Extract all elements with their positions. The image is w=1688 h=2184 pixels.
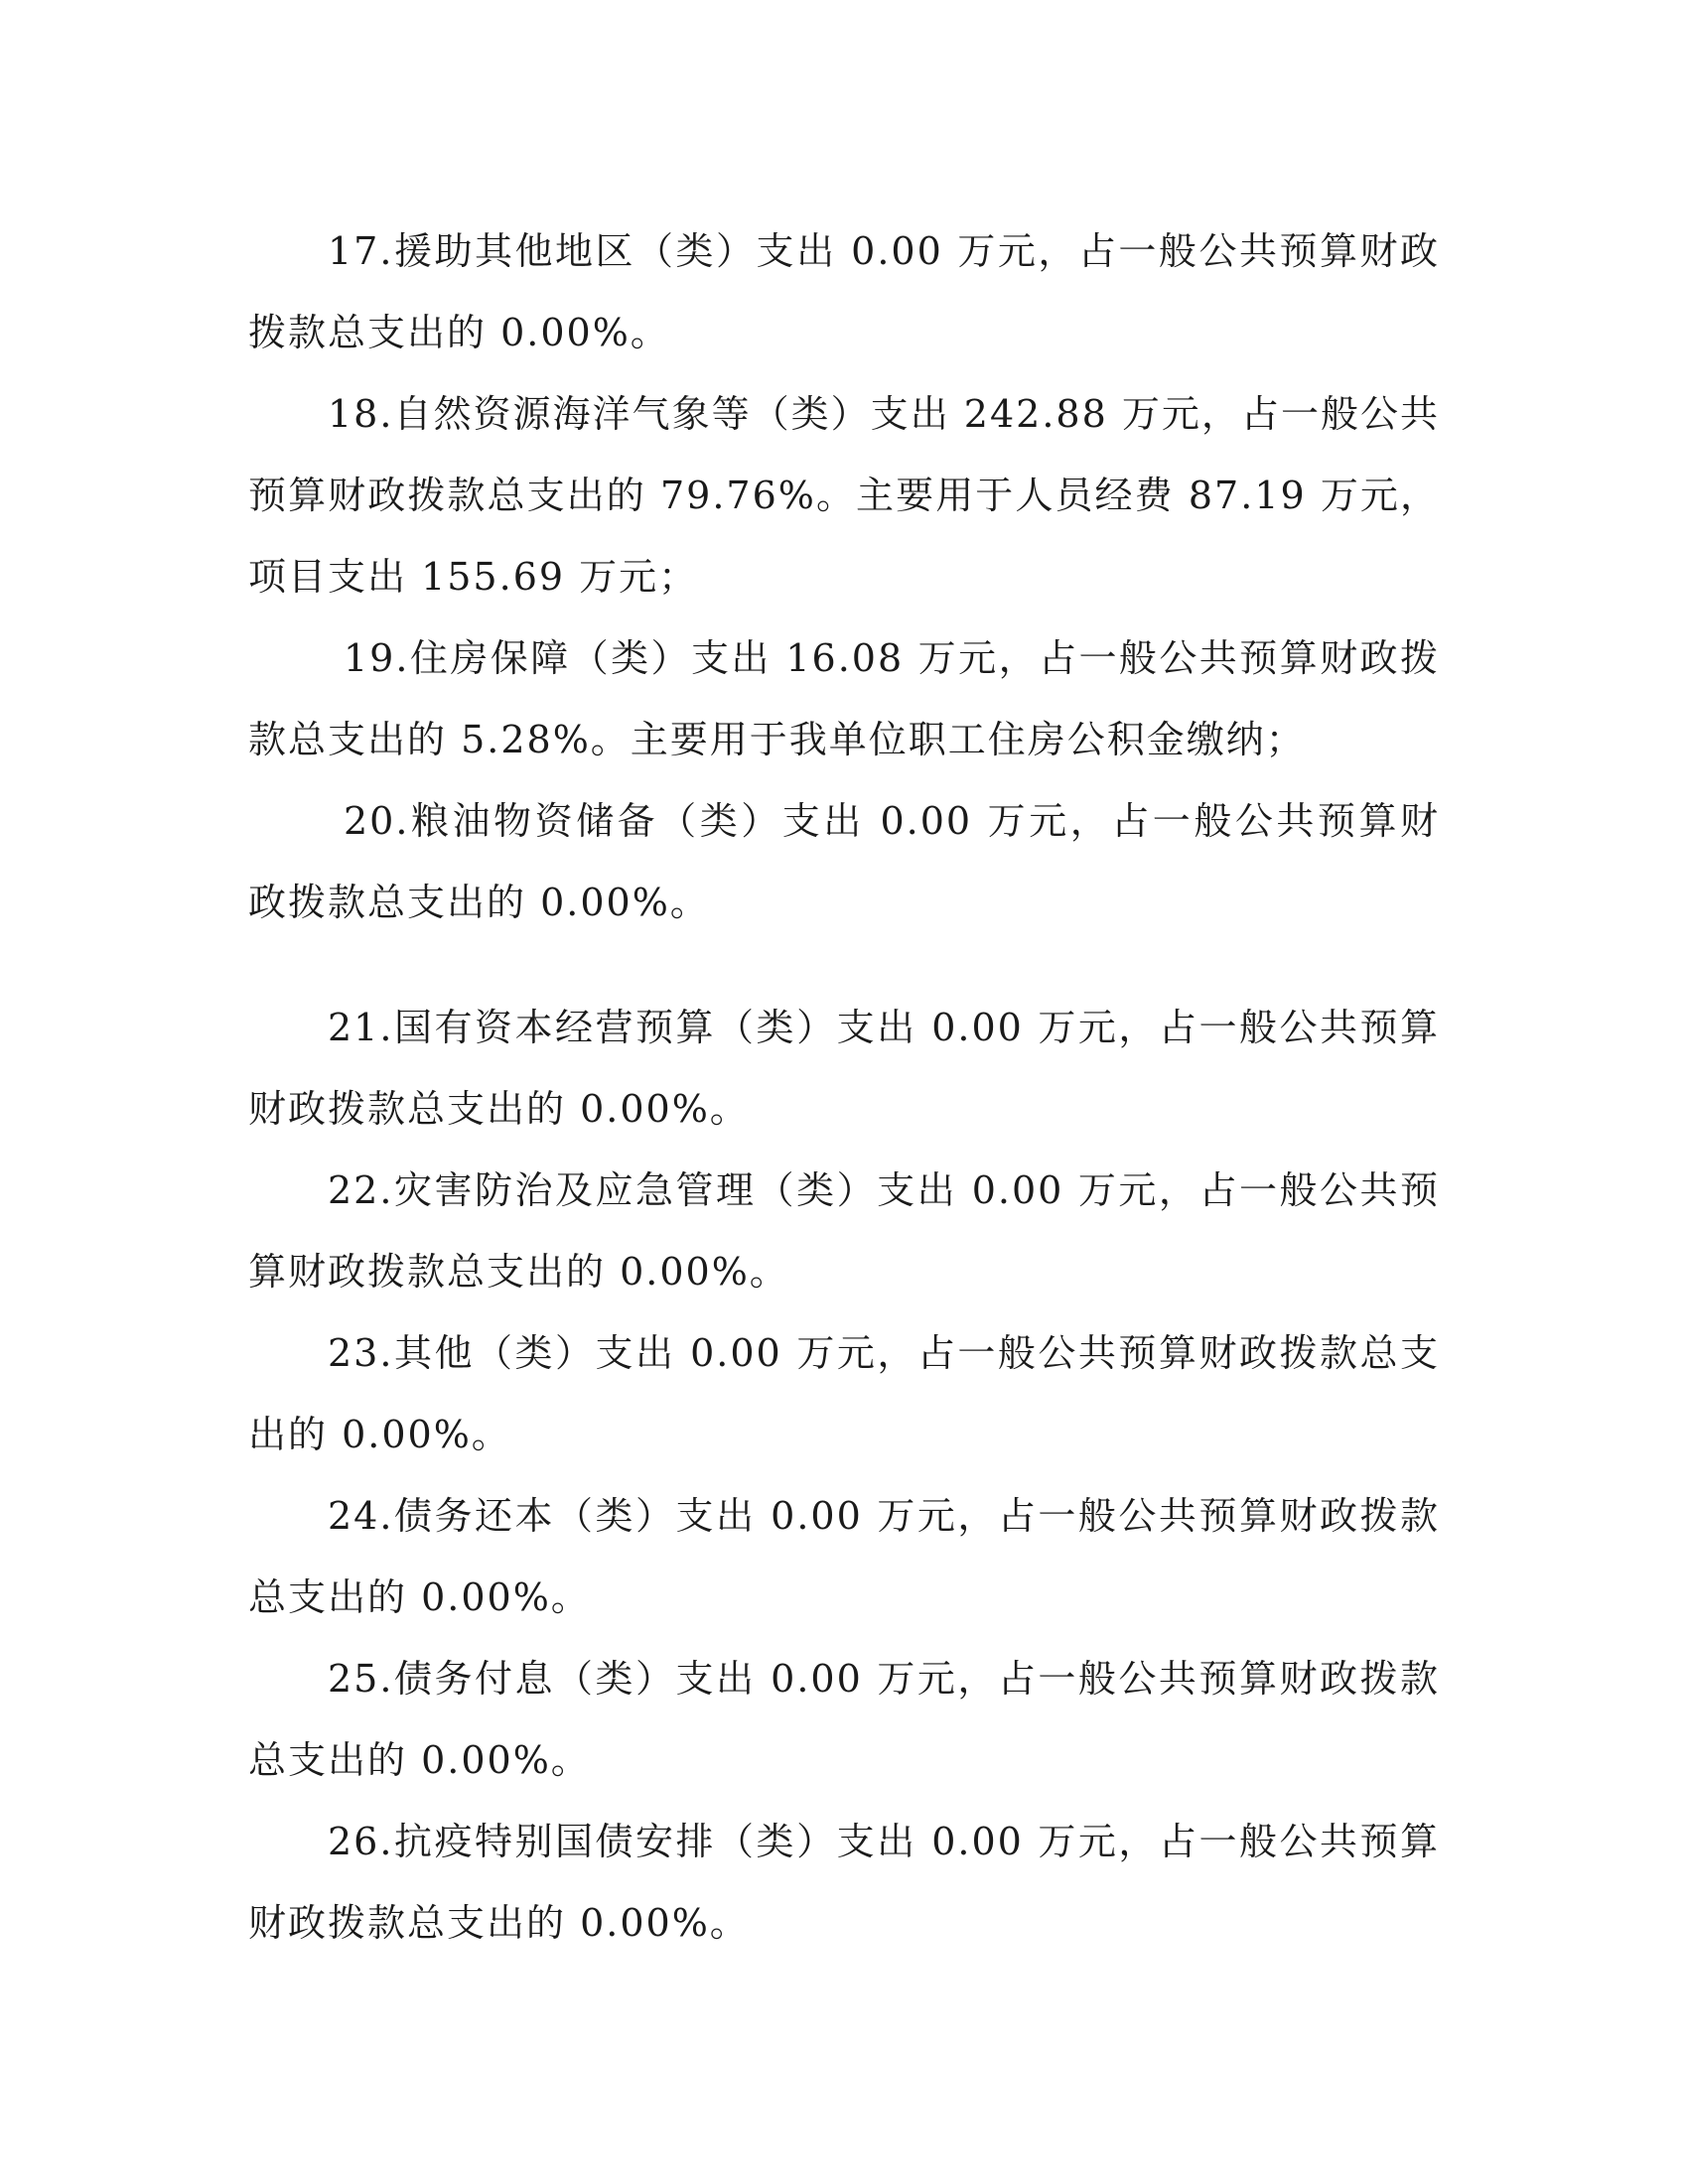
paragraph-item-25: 25.债务付息（类）支出 0.00 万元，占一般公共预算财政拨款总支出的 0.00%。 [248, 1657, 1440, 1782]
paragraph-item-20: 20.粮油物资储备（类）支出 0.00 万元，占一般公共预算财政拨款总支出的 0.00%。 [248, 799, 1440, 924]
paragraph-item-17: 17.援助其他地区（类）支出 0.00 万元，占一般公共预算财政拨款总支出的 0.00%。 [248, 229, 1440, 354]
paragraph-item-22: 22.灾害防治及应急管理（类）支出 0.00 万元，占一般公共预算财政拨款总支出的 0.00%。 [248, 1168, 1440, 1294]
paragraph-item-21: 21.国有资本经营预算（类）支出 0.00 万元，占一般公共预算财政拨款总支出的 0.00%。 [248, 1006, 1440, 1131]
paragraph-item-24: 24.债务还本（类）支出 0.00 万元，占一般公共预算财政拨款总支出的 0.00%。 [248, 1494, 1440, 1619]
paragraph-item-19: 19.住房保障（类）支出 16.08 万元，占一般公共预算财政拨款总支出的 5.28%。主要用于我单位职工住房公积金缴纳； [248, 636, 1440, 761]
paragraph-item-23: 23.其他（类）支出 0.00 万元，占一般公共预算财政拨款总支出的 0.00%。 [248, 1331, 1440, 1456]
paragraph-item-26: 26.抗疫特别国债安排（类）支出 0.00 万元，占一般公共预算财政拨款总支出的 0.00%。 [248, 1820, 1440, 1945]
paragraph-item-18: 18.自然资源海洋气象等（类）支出 242.88 万元，占一般公共预算财政拨款总支出的 79.76%。主要用于人员经费 87.19 万元，项目支出 155.69 万元； [248, 392, 1440, 599]
